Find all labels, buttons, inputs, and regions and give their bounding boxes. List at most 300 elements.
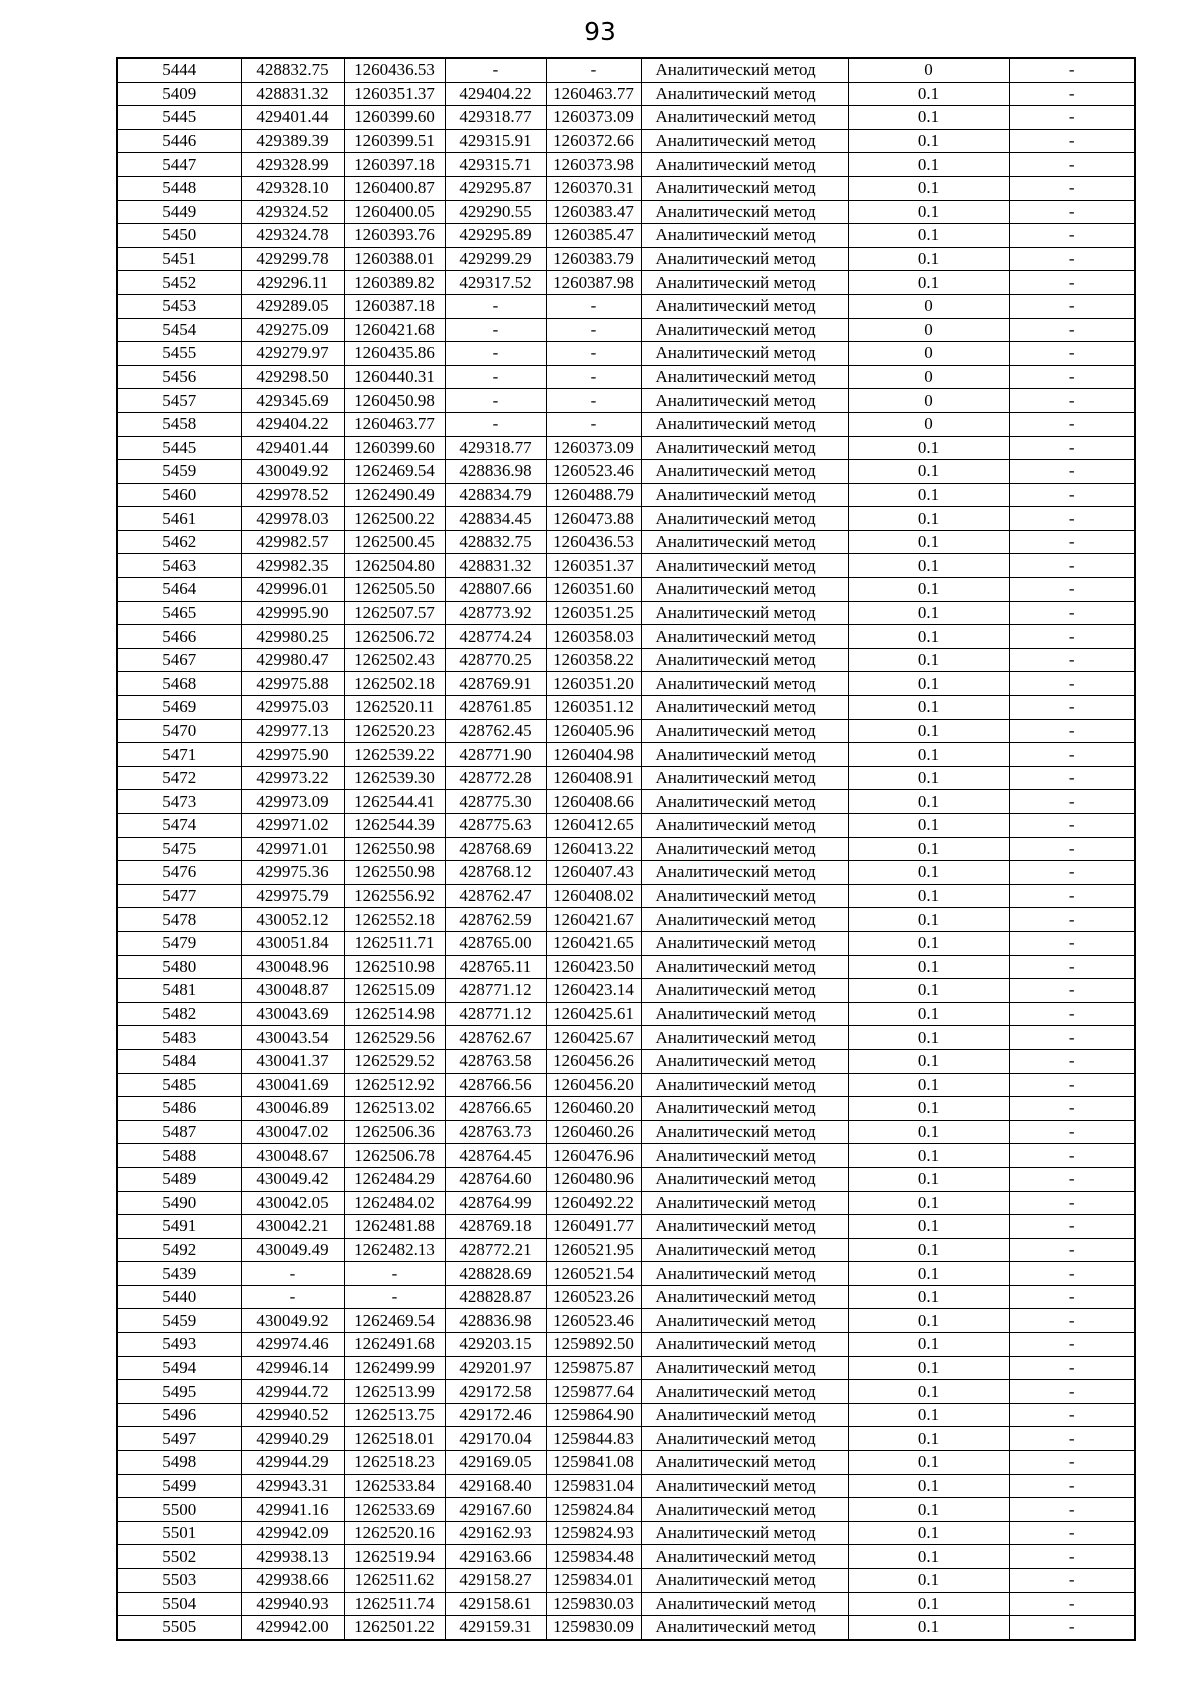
point-number-cell: 5458 <box>117 412 241 436</box>
x-new-cell: 430048.67 <box>241 1144 344 1168</box>
method-cell: Аналитический метод <box>641 176 848 200</box>
y-old-cell: 1260463.77 <box>546 82 641 106</box>
table-row <box>117 153 1135 177</box>
x-new-cell: 429328.99 <box>241 153 344 177</box>
note-cell: - <box>1009 790 1135 814</box>
note-cell: - <box>1009 436 1135 460</box>
y-old-cell: 1259824.84 <box>546 1498 641 1522</box>
accuracy-cell: 0.1 <box>848 176 1009 200</box>
note-cell: - <box>1009 176 1135 200</box>
y-new-cell: 1262469.54 <box>344 460 445 484</box>
accuracy-cell: 0.1 <box>848 153 1009 177</box>
x-old-cell: 428807.66 <box>445 578 546 602</box>
y-new-cell: 1262507.57 <box>344 601 445 625</box>
y-new-cell: 1262505.50 <box>344 578 445 602</box>
table-row <box>117 790 1135 814</box>
y-old-cell: 1260408.02 <box>546 884 641 908</box>
note-cell: - <box>1009 884 1135 908</box>
method-cell: Аналитический метод <box>641 625 848 649</box>
x-old-cell: 428828.87 <box>445 1285 546 1309</box>
accuracy-cell: 0.1 <box>848 648 1009 672</box>
accuracy-cell: 0.1 <box>848 224 1009 248</box>
note-cell: - <box>1009 931 1135 955</box>
accuracy-cell: 0.1 <box>848 625 1009 649</box>
accuracy-cell: 0.1 <box>848 1333 1009 1357</box>
table-row <box>117 1049 1135 1073</box>
accuracy-cell: 0.1 <box>848 1569 1009 1593</box>
accuracy-cell: 0.1 <box>848 1498 1009 1522</box>
x-new-cell: 429975.90 <box>241 743 344 767</box>
y-old-cell: 1260383.47 <box>546 200 641 224</box>
x-old-cell: 428775.63 <box>445 814 546 838</box>
x-new-cell: 430041.69 <box>241 1073 344 1097</box>
x-old-cell: - <box>445 365 546 389</box>
y-old-cell: 1259841.08 <box>546 1451 641 1475</box>
method-cell: Аналитический метод <box>641 106 848 130</box>
x-old-cell: - <box>445 389 546 413</box>
note-cell: - <box>1009 1238 1135 1262</box>
x-old-cell: 428761.85 <box>445 696 546 720</box>
y-old-cell: 1260523.46 <box>546 1309 641 1333</box>
table-row <box>117 1498 1135 1522</box>
x-new-cell: 429401.44 <box>241 436 344 460</box>
table-row <box>117 719 1135 743</box>
table-row <box>117 625 1135 649</box>
y-old-cell: 1260476.96 <box>546 1144 641 1168</box>
point-number-cell: 5444 <box>117 58 241 82</box>
table-row <box>117 412 1135 436</box>
table-row <box>117 578 1135 602</box>
y-old-cell: - <box>546 342 641 366</box>
y-new-cell: 1262484.02 <box>344 1191 445 1215</box>
table-row <box>117 1545 1135 1569</box>
y-old-cell: 1260460.26 <box>546 1120 641 1144</box>
x-new-cell: 429938.13 <box>241 1545 344 1569</box>
y-new-cell: 1262469.54 <box>344 1309 445 1333</box>
point-number-cell: 5488 <box>117 1144 241 1168</box>
note-cell: - <box>1009 1097 1135 1121</box>
x-old-cell: 428764.60 <box>445 1167 546 1191</box>
table-row <box>117 507 1135 531</box>
method-cell: Аналитический метод <box>641 507 848 531</box>
table-row <box>117 554 1135 578</box>
table-row <box>117 931 1135 955</box>
y-old-cell: 1260436.53 <box>546 530 641 554</box>
method-cell: Аналитический метод <box>641 1002 848 1026</box>
accuracy-cell: 0 <box>848 342 1009 366</box>
x-old-cell: 429162.93 <box>445 1521 546 1545</box>
accuracy-cell: 0.1 <box>848 1262 1009 1286</box>
y-old-cell: 1260521.54 <box>546 1262 641 1286</box>
point-number-cell: 5478 <box>117 908 241 932</box>
x-new-cell: 430043.69 <box>241 1002 344 1026</box>
method-cell: Аналитический метод <box>641 200 848 224</box>
y-old-cell: 1260460.20 <box>546 1097 641 1121</box>
x-new-cell: 429971.01 <box>241 837 344 861</box>
accuracy-cell: 0.1 <box>848 861 1009 885</box>
table-row <box>117 696 1135 720</box>
note-cell: - <box>1009 1427 1135 1451</box>
x-new-cell: - <box>241 1285 344 1309</box>
accuracy-cell: 0.1 <box>848 672 1009 696</box>
point-number-cell: 5468 <box>117 672 241 696</box>
point-number-cell: 5489 <box>117 1167 241 1191</box>
x-old-cell: 428770.25 <box>445 648 546 672</box>
x-old-cell: 429203.15 <box>445 1333 546 1357</box>
note-cell: - <box>1009 389 1135 413</box>
y-old-cell: 1260408.91 <box>546 766 641 790</box>
y-new-cell: 1260388.01 <box>344 247 445 271</box>
point-number-cell: 5457 <box>117 389 241 413</box>
x-new-cell: 429389.39 <box>241 129 344 153</box>
method-cell: Аналитический метод <box>641 412 848 436</box>
note-cell: - <box>1009 766 1135 790</box>
method-cell: Аналитический метод <box>641 908 848 932</box>
x-old-cell: 429159.31 <box>445 1616 546 1640</box>
y-new-cell: 1262533.69 <box>344 1498 445 1522</box>
method-cell: Аналитический метод <box>641 696 848 720</box>
x-old-cell: - <box>445 294 546 318</box>
y-old-cell: 1259834.48 <box>546 1545 641 1569</box>
accuracy-cell: 0.1 <box>848 1285 1009 1309</box>
y-old-cell: 1260407.43 <box>546 861 641 885</box>
x-old-cell: 428836.98 <box>445 1309 546 1333</box>
note-cell: - <box>1009 1144 1135 1168</box>
table-row <box>117 342 1135 366</box>
note-cell: - <box>1009 955 1135 979</box>
y-new-cell: 1262506.72 <box>344 625 445 649</box>
point-number-cell: 5450 <box>117 224 241 248</box>
note-cell: - <box>1009 460 1135 484</box>
y-old-cell: 1260351.37 <box>546 554 641 578</box>
y-new-cell: 1260435.86 <box>344 342 445 366</box>
accuracy-cell: 0.1 <box>848 884 1009 908</box>
y-old-cell: 1260491.77 <box>546 1215 641 1239</box>
y-new-cell: 1262511.62 <box>344 1569 445 1593</box>
note-cell: - <box>1009 483 1135 507</box>
y-old-cell: 1260456.26 <box>546 1049 641 1073</box>
accuracy-cell: 0 <box>848 318 1009 342</box>
note-cell: - <box>1009 719 1135 743</box>
method-cell: Аналитический метод <box>641 271 848 295</box>
method-cell: Аналитический метод <box>641 1144 848 1168</box>
accuracy-cell: 0.1 <box>848 1380 1009 1404</box>
x-new-cell: 429289.05 <box>241 294 344 318</box>
method-cell: Аналитический метод <box>641 1167 848 1191</box>
method-cell: Аналитический метод <box>641 153 848 177</box>
method-cell: Аналитический метод <box>641 1474 848 1498</box>
y-new-cell: 1262511.71 <box>344 931 445 955</box>
point-number-cell: 5500 <box>117 1498 241 1522</box>
y-new-cell: 1262544.39 <box>344 814 445 838</box>
x-new-cell: 429942.09 <box>241 1521 344 1545</box>
x-new-cell: 429971.02 <box>241 814 344 838</box>
x-new-cell: 429942.00 <box>241 1616 344 1640</box>
y-new-cell: 1262501.22 <box>344 1616 445 1640</box>
y-old-cell: 1260351.20 <box>546 672 641 696</box>
x-new-cell: 430042.05 <box>241 1191 344 1215</box>
y-new-cell: 1260400.87 <box>344 176 445 200</box>
accuracy-cell: 0.1 <box>848 247 1009 271</box>
method-cell: Аналитический метод <box>641 1427 848 1451</box>
x-old-cell: 428765.11 <box>445 955 546 979</box>
point-number-cell: 5476 <box>117 861 241 885</box>
y-new-cell: 1260399.60 <box>344 436 445 460</box>
table-row <box>117 1073 1135 1097</box>
page-number: 93 <box>584 17 616 46</box>
x-new-cell: 429995.90 <box>241 601 344 625</box>
y-new-cell: 1260351.37 <box>344 82 445 106</box>
note-cell: - <box>1009 1002 1135 1026</box>
y-new-cell: 1262499.99 <box>344 1356 445 1380</box>
x-new-cell: 429296.11 <box>241 271 344 295</box>
table-row <box>117 271 1135 295</box>
note-cell: - <box>1009 1616 1135 1640</box>
method-cell: Аналитический метод <box>641 743 848 767</box>
method-cell: Аналитический метод <box>641 1616 848 1640</box>
point-number-cell: 5470 <box>117 719 241 743</box>
y-new-cell: 1262511.74 <box>344 1592 445 1616</box>
point-number-cell: 5490 <box>117 1191 241 1215</box>
y-old-cell: 1260523.26 <box>546 1285 641 1309</box>
accuracy-cell: 0.1 <box>848 106 1009 130</box>
x-old-cell: - <box>445 342 546 366</box>
y-new-cell: 1260399.60 <box>344 106 445 130</box>
x-new-cell: 429345.69 <box>241 389 344 413</box>
note-cell: - <box>1009 1356 1135 1380</box>
note-cell: - <box>1009 1380 1135 1404</box>
note-cell: - <box>1009 342 1135 366</box>
y-old-cell: 1260523.46 <box>546 460 641 484</box>
y-new-cell: 1262520.23 <box>344 719 445 743</box>
accuracy-cell: 0.1 <box>848 1592 1009 1616</box>
point-number-cell: 5462 <box>117 530 241 554</box>
note-cell: - <box>1009 200 1135 224</box>
x-old-cell: 429295.87 <box>445 176 546 200</box>
x-old-cell: - <box>445 412 546 436</box>
y-old-cell: 1260492.22 <box>546 1191 641 1215</box>
x-old-cell: 429404.22 <box>445 82 546 106</box>
x-old-cell: 429169.05 <box>445 1451 546 1475</box>
x-old-cell: 428763.58 <box>445 1049 546 1073</box>
accuracy-cell: 0.1 <box>848 1356 1009 1380</box>
method-cell: Аналитический метод <box>641 790 848 814</box>
y-new-cell: 1262484.29 <box>344 1167 445 1191</box>
table-row <box>117 884 1135 908</box>
table-row <box>117 672 1135 696</box>
x-new-cell: 429940.52 <box>241 1403 344 1427</box>
point-number-cell: 5499 <box>117 1474 241 1498</box>
y-old-cell: 1260421.67 <box>546 908 641 932</box>
method-cell: Аналитический метод <box>641 1120 848 1144</box>
point-number-cell: 5459 <box>117 460 241 484</box>
note-cell: - <box>1009 908 1135 932</box>
x-new-cell: 429975.79 <box>241 884 344 908</box>
accuracy-cell: 0.1 <box>848 1309 1009 1333</box>
method-cell: Аналитический метод <box>641 483 848 507</box>
y-old-cell: 1259830.09 <box>546 1616 641 1640</box>
table-row <box>117 1309 1135 1333</box>
method-cell: Аналитический метод <box>641 601 848 625</box>
accuracy-cell: 0.1 <box>848 1403 1009 1427</box>
method-cell: Аналитический метод <box>641 129 848 153</box>
table-row <box>117 1569 1135 1593</box>
x-old-cell: 429163.66 <box>445 1545 546 1569</box>
accuracy-cell: 0 <box>848 389 1009 413</box>
x-old-cell: 428834.79 <box>445 483 546 507</box>
table-row <box>117 436 1135 460</box>
x-old-cell: 428764.45 <box>445 1144 546 1168</box>
note-cell: - <box>1009 1262 1135 1286</box>
y-old-cell: 1259824.93 <box>546 1521 641 1545</box>
table-row <box>117 530 1135 554</box>
x-new-cell: 428831.32 <box>241 82 344 106</box>
point-number-cell: 5446 <box>117 129 241 153</box>
method-cell: Аналитический метод <box>641 578 848 602</box>
table-row <box>117 247 1135 271</box>
point-number-cell: 5459 <box>117 1309 241 1333</box>
accuracy-cell: 0.1 <box>848 82 1009 106</box>
point-number-cell: 5440 <box>117 1285 241 1309</box>
x-old-cell: 428768.69 <box>445 837 546 861</box>
point-number-cell: 5465 <box>117 601 241 625</box>
x-new-cell: 429980.25 <box>241 625 344 649</box>
point-number-cell: 5467 <box>117 648 241 672</box>
accuracy-cell: 0.1 <box>848 1167 1009 1191</box>
y-new-cell: 1262504.80 <box>344 554 445 578</box>
accuracy-cell: 0 <box>848 294 1009 318</box>
y-old-cell: 1260404.98 <box>546 743 641 767</box>
y-old-cell: 1260425.67 <box>546 1026 641 1050</box>
method-cell: Аналитический метод <box>641 672 848 696</box>
note-cell: - <box>1009 1521 1135 1545</box>
x-new-cell: 429974.46 <box>241 1333 344 1357</box>
x-new-cell: 430047.02 <box>241 1120 344 1144</box>
point-number-cell: 5504 <box>117 1592 241 1616</box>
y-old-cell: 1260351.12 <box>546 696 641 720</box>
accuracy-cell: 0.1 <box>848 766 1009 790</box>
note-cell: - <box>1009 696 1135 720</box>
table-row <box>117 58 1135 82</box>
y-new-cell: 1262515.09 <box>344 979 445 1003</box>
accuracy-cell: 0.1 <box>848 1049 1009 1073</box>
y-new-cell: 1260387.18 <box>344 294 445 318</box>
accuracy-cell: 0.1 <box>848 696 1009 720</box>
table-row <box>117 1144 1135 1168</box>
x-new-cell: 429973.22 <box>241 766 344 790</box>
table-row <box>117 483 1135 507</box>
x-new-cell: 429975.88 <box>241 672 344 696</box>
x-new-cell: 429982.35 <box>241 554 344 578</box>
x-old-cell: 428775.30 <box>445 790 546 814</box>
point-number-cell: 5484 <box>117 1049 241 1073</box>
x-new-cell: 430052.12 <box>241 908 344 932</box>
y-old-cell: 1260387.98 <box>546 271 641 295</box>
x-new-cell: 429975.03 <box>241 696 344 720</box>
method-cell: Аналитический метод <box>641 58 848 82</box>
table-row <box>117 318 1135 342</box>
x-new-cell: 429940.29 <box>241 1427 344 1451</box>
point-number-cell: 5493 <box>117 1333 241 1357</box>
note-cell: - <box>1009 1285 1135 1309</box>
y-new-cell: - <box>344 1285 445 1309</box>
accuracy-cell: 0.1 <box>848 507 1009 531</box>
y-old-cell: 1260521.95 <box>546 1238 641 1262</box>
x-old-cell: 429295.89 <box>445 224 546 248</box>
y-new-cell: 1262518.01 <box>344 1427 445 1451</box>
x-old-cell: 429170.04 <box>445 1427 546 1451</box>
x-new-cell: 430041.37 <box>241 1049 344 1073</box>
method-cell: Аналитический метод <box>641 1215 848 1239</box>
point-number-cell: 5454 <box>117 318 241 342</box>
note-cell: - <box>1009 1545 1135 1569</box>
x-old-cell: 428764.99 <box>445 1191 546 1215</box>
y-new-cell: 1262482.13 <box>344 1238 445 1262</box>
x-new-cell: 429938.66 <box>241 1569 344 1593</box>
note-cell: - <box>1009 1215 1135 1239</box>
y-old-cell: 1259892.50 <box>546 1333 641 1357</box>
x-new-cell: 429275.09 <box>241 318 344 342</box>
note-cell: - <box>1009 1592 1135 1616</box>
point-number-cell: 5475 <box>117 837 241 861</box>
x-old-cell: 429315.91 <box>445 129 546 153</box>
method-cell: Аналитический метод <box>641 1049 848 1073</box>
x-new-cell: 429944.72 <box>241 1380 344 1404</box>
y-old-cell: 1260370.31 <box>546 176 641 200</box>
x-new-cell: 429324.78 <box>241 224 344 248</box>
x-old-cell: 429201.97 <box>445 1356 546 1380</box>
table-row <box>117 1215 1135 1239</box>
method-cell: Аналитический метод <box>641 1498 848 1522</box>
accuracy-cell: 0.1 <box>848 1002 1009 1026</box>
accuracy-cell: 0.1 <box>848 436 1009 460</box>
table-row <box>117 365 1135 389</box>
method-cell: Аналитический метод <box>641 719 848 743</box>
method-cell: Аналитический метод <box>641 884 848 908</box>
x-new-cell: 430042.21 <box>241 1215 344 1239</box>
note-cell: - <box>1009 412 1135 436</box>
note-cell: - <box>1009 648 1135 672</box>
y-old-cell: 1260373.09 <box>546 436 641 460</box>
point-number-cell: 5492 <box>117 1238 241 1262</box>
point-number-cell: 5463 <box>117 554 241 578</box>
x-new-cell: 429980.47 <box>241 648 344 672</box>
y-old-cell: - <box>546 412 641 436</box>
note-cell: - <box>1009 672 1135 696</box>
method-cell: Аналитический метод <box>641 224 848 248</box>
x-old-cell: 428828.69 <box>445 1262 546 1286</box>
x-old-cell: 428763.73 <box>445 1120 546 1144</box>
method-cell: Аналитический метод <box>641 554 848 578</box>
table-row <box>117 814 1135 838</box>
note-cell: - <box>1009 578 1135 602</box>
x-old-cell: 428765.00 <box>445 931 546 955</box>
y-old-cell: 1260373.09 <box>546 106 641 130</box>
note-cell: - <box>1009 271 1135 295</box>
accuracy-cell: 0.1 <box>848 1451 1009 1475</box>
y-old-cell: 1259844.83 <box>546 1427 641 1451</box>
coordinates-table <box>116 57 1136 1641</box>
y-new-cell: 1262491.68 <box>344 1333 445 1357</box>
point-number-cell: 5497 <box>117 1427 241 1451</box>
x-new-cell: 429946.14 <box>241 1356 344 1380</box>
x-old-cell: 428836.98 <box>445 460 546 484</box>
table-row <box>117 1356 1135 1380</box>
point-number-cell: 5495 <box>117 1380 241 1404</box>
x-old-cell: 429317.52 <box>445 271 546 295</box>
x-new-cell: 430048.96 <box>241 955 344 979</box>
accuracy-cell: 0.1 <box>848 578 1009 602</box>
